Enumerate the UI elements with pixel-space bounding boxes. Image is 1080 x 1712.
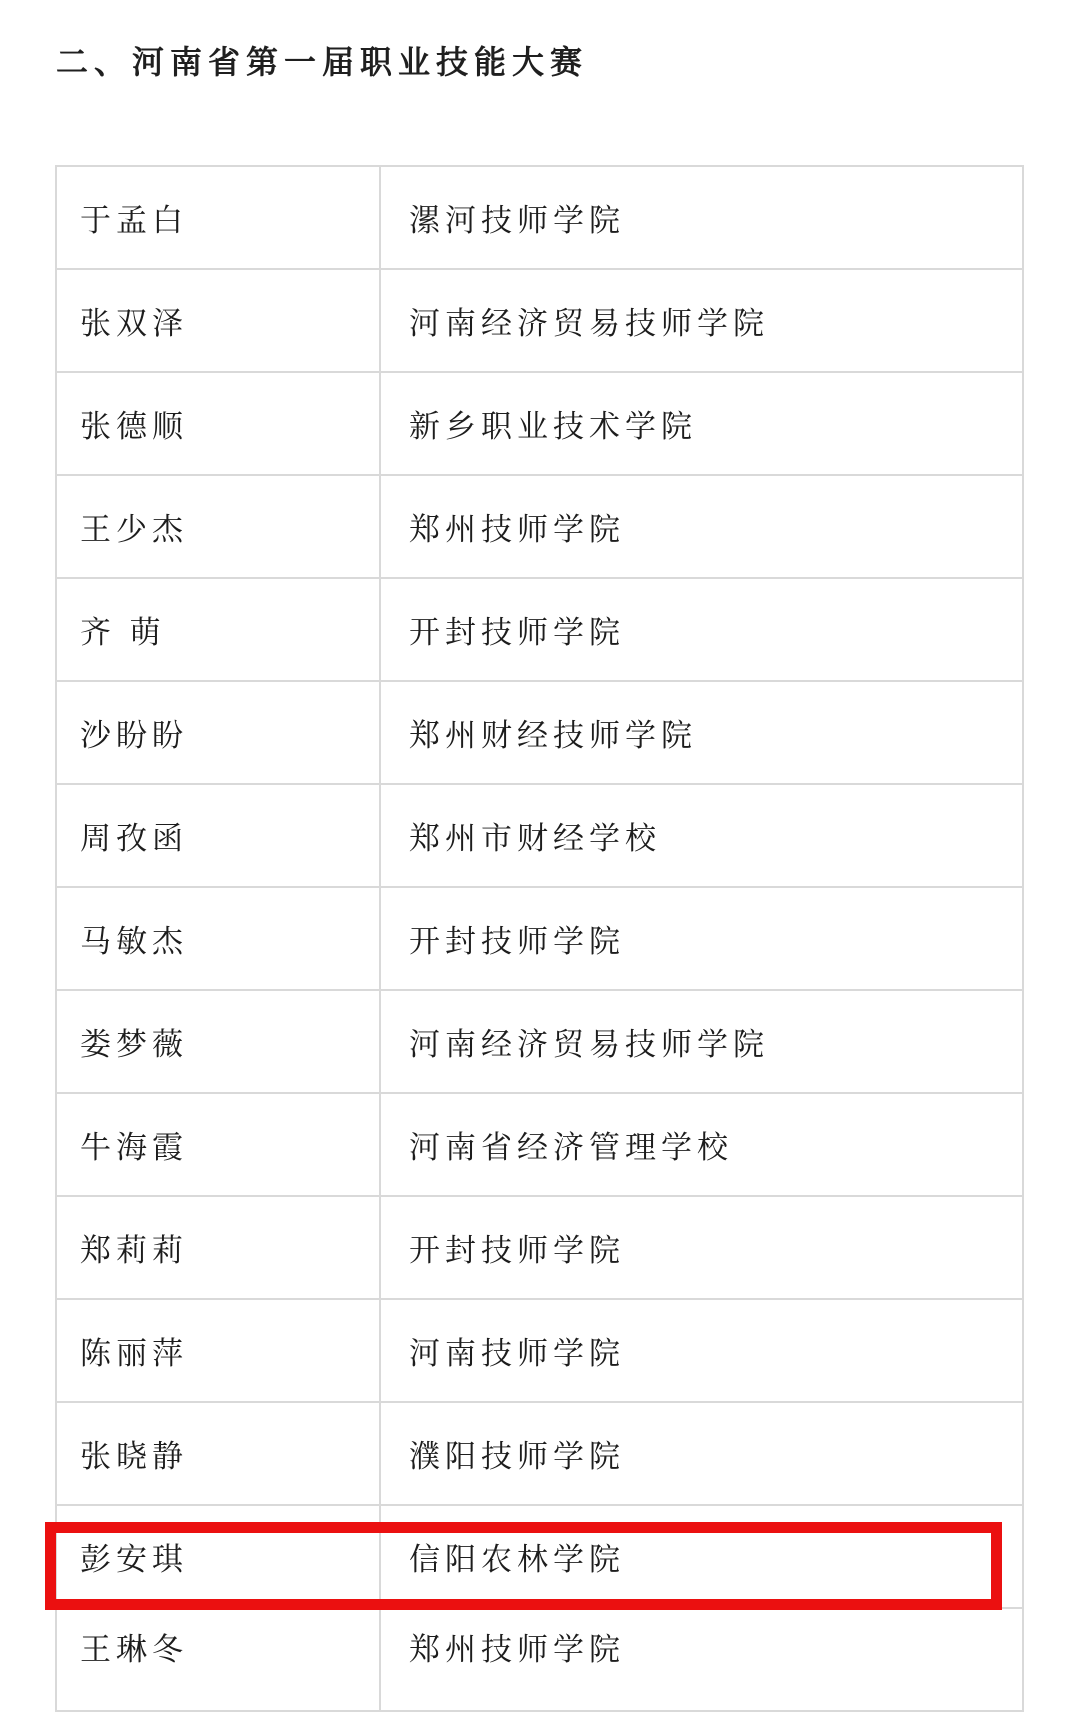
participant-name-cell: 牛海霞 [57, 1094, 381, 1195]
participant-name-cell: 马敏杰 [57, 888, 381, 989]
table-row [57, 682, 1022, 785]
participant-name-cell: 于孟白 [57, 167, 381, 268]
table-row [57, 1094, 1022, 1197]
participant-name-cell: 彭安琪 [57, 1506, 381, 1607]
institution-cell: 郑州技师学院 [409, 1632, 625, 1667]
section-title: 二、河南省第一届职业技能大赛 [56, 44, 589, 80]
institution-cell: 郑州市财经学校 [409, 821, 661, 856]
participant-name-cell: 陈丽萍 [57, 1300, 381, 1401]
institution-cell: 河南经济贸易技师学院 [409, 306, 769, 341]
institution-cell: 郑州技师学院 [409, 512, 625, 547]
institution-cell: 新乡职业技术学院 [409, 409, 697, 444]
table-row [57, 991, 1022, 1094]
participant-name-cell: 娄梦薇 [57, 991, 381, 1092]
table-row [57, 270, 1022, 373]
participant-name-cell: 沙盼盼 [57, 682, 381, 783]
participant-name-cell: 周孜函 [57, 785, 381, 886]
table-row [57, 1300, 1022, 1403]
table-row [57, 785, 1022, 888]
institution-cell: 开封技师学院 [409, 924, 625, 959]
participant-name-cell: 齐 萌 [57, 579, 381, 680]
table-row-partial [57, 1609, 1022, 1710]
table-row [57, 888, 1022, 991]
participant-name-cell: 张德顺 [57, 373, 381, 474]
participant-name-cell: 王少杰 [57, 476, 381, 577]
table-row [57, 1403, 1022, 1506]
institution-cell: 开封技师学院 [409, 1233, 625, 1268]
participant-name-cell: 张双泽 [57, 270, 381, 371]
table-row [57, 579, 1022, 682]
table-row [57, 476, 1022, 579]
institution-cell: 开封技师学院 [409, 615, 625, 650]
institution-cell: 郑州财经技师学院 [409, 718, 697, 753]
institution-cell: 河南技师学院 [409, 1336, 625, 1371]
participant-name-cell: 张晓静 [57, 1403, 381, 1504]
table-row-highlighted [57, 1506, 1022, 1609]
table-row [57, 373, 1022, 476]
results-table [55, 165, 1024, 1712]
institution-cell: 漯河技师学院 [409, 203, 625, 238]
table-row [57, 167, 1022, 270]
institution-cell: 信阳农林学院 [409, 1542, 625, 1577]
institution-cell: 河南经济贸易技师学院 [409, 1027, 769, 1062]
participant-name-cell: 郑莉莉 [57, 1197, 381, 1298]
institution-cell: 濮阳技师学院 [409, 1439, 625, 1474]
table-row [57, 1197, 1022, 1300]
participant-name-cell: 王琳冬 [57, 1609, 381, 1710]
institution-cell: 河南省经济管理学校 [409, 1130, 733, 1165]
